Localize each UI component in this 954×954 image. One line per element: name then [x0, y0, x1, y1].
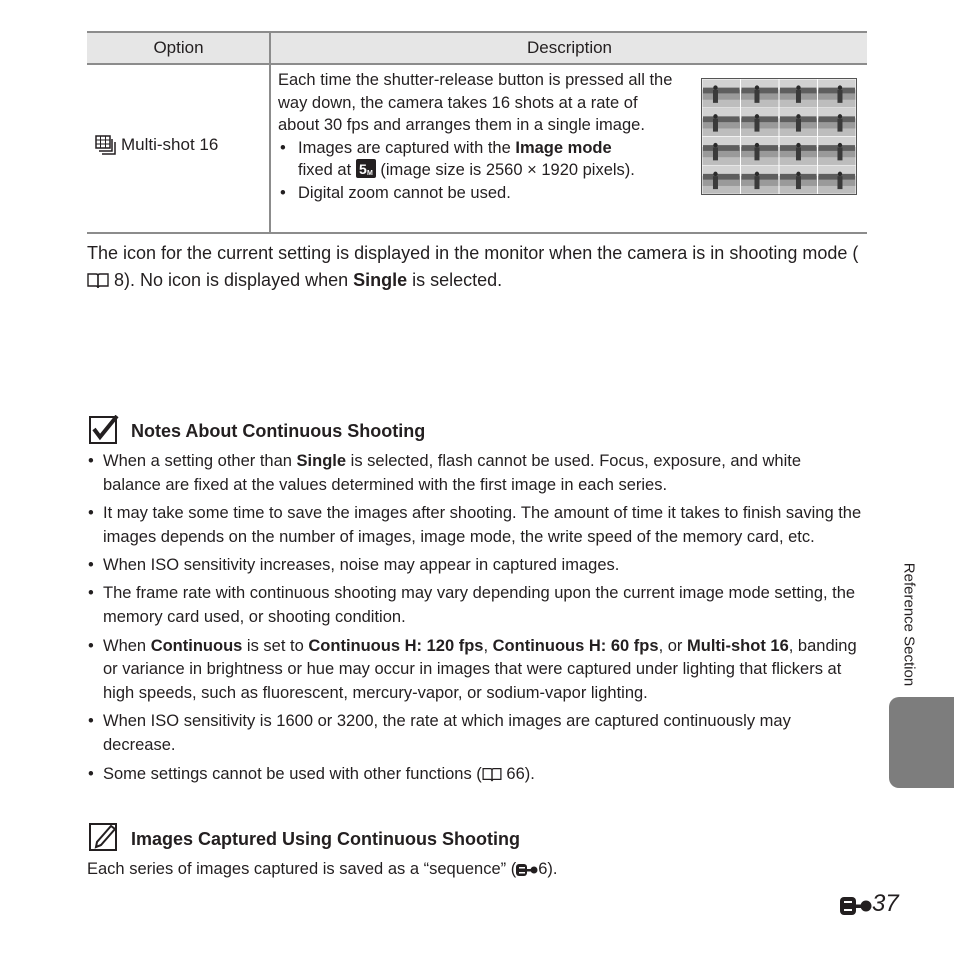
para-text: The icon for the current setting is displayed in the monitor when the camera is in shooting mode ( [87, 243, 859, 263]
sample-frame [818, 80, 856, 108]
header-option: Option [153, 38, 204, 57]
item-bold: Continuous H: 120 fps [308, 636, 484, 655]
bullet-text: Images are captured with the [298, 138, 516, 157]
sample-frame [741, 108, 779, 136]
check-mark-icon [89, 415, 119, 445]
item-text: , or [658, 636, 687, 655]
item-text: , banding or variance in brightness or hue may occur in images that were captured under lighting that flickers at high speeds, such as fluorescent, mercury-vapor, or sodium-vapor lighting. [103, 636, 857, 703]
sample-frame [780, 137, 818, 165]
section-tab [889, 697, 954, 788]
reference-e-icon [516, 863, 538, 877]
para-bold: Single [353, 270, 408, 290]
svg-text:M: M [366, 170, 373, 177]
header-description: Description [526, 38, 613, 57]
item-bold: Continuous [150, 636, 243, 655]
pencil-icon [89, 822, 119, 852]
notes-title: Notes About Continuous Shooting [131, 421, 426, 441]
description-cell [278, 69, 678, 204]
page-number-value: 37 [872, 890, 899, 917]
images-title: Images Captured Using Continuous Shooting [131, 829, 520, 849]
description-intro: Each time the shutter-release button is pressed all the way down, the camera takes 16 shots at a rate of about 30 fps and arranges them in a single image. [278, 71, 673, 134]
notes-list [87, 450, 862, 791]
list-item [87, 450, 862, 498]
sample-frame [741, 137, 779, 165]
sample-frame [703, 108, 741, 136]
notes-heading [87, 415, 587, 449]
table-header [87, 31, 867, 65]
bullet-bold: Image mode [515, 138, 612, 157]
sample-frame [780, 80, 818, 108]
option-cell [95, 135, 265, 155]
sample-frame [818, 108, 856, 136]
book-reference-icon [482, 766, 502, 782]
table-bottom-rule [87, 232, 867, 234]
list-item: • It may take some time to save the images after shooting. The amount of time it takes to finish saving the images depends on the number of images, image mode, the write speed of the memory card, etc. [87, 502, 862, 550]
book-reference-icon [87, 271, 109, 289]
reference-e-icon [840, 896, 872, 916]
sample-frame [703, 137, 741, 165]
images-paragraph [87, 857, 787, 881]
sample-photo-grid [702, 79, 856, 194]
list-item: • The frame rate with continuous shooting may vary depending upon the current image mode setting, the memory card used, or shooting condition. [87, 582, 862, 630]
section-side-label [893, 550, 921, 710]
monitor-paragraph [87, 240, 867, 294]
multi-shot-sample-image [701, 78, 857, 195]
item-text: is set to [242, 636, 309, 655]
sample-frame [818, 137, 856, 165]
side-label-text: Reference Section [900, 562, 918, 687]
item-bold: Continuous H: 60 fps [492, 636, 659, 655]
item-text: When [103, 636, 151, 655]
sample-frame [741, 166, 779, 194]
description-bullet [278, 182, 678, 205]
list-item: • When ISO sensitivity is 1600 or 3200, the rate at which images are captured continuously may decrease. [87, 710, 862, 758]
bullet-text: Digital zoom cannot be used. [298, 183, 511, 202]
list-item [87, 635, 862, 706]
para-text: is selected. [407, 270, 503, 290]
page-number [838, 888, 908, 924]
para-text: Each series of images captured is saved as a “sequence” ( [87, 860, 517, 878]
svg-text:5: 5 [358, 161, 367, 177]
5m-image-size-icon [356, 159, 376, 178]
item-text: When a setting other than [103, 452, 297, 470]
description-bullet [278, 137, 678, 182]
multi-shot-16-icon [95, 135, 117, 155]
sample-frame [818, 166, 856, 194]
item-text: Some settings cannot be used with other functions ( [103, 764, 482, 783]
item-text: is selected, flash cannot be used. Focus, exposure, and white balance are fixed at the values determined with the first image in each series. [103, 452, 801, 494]
bullet-text: (image size is 2560 × 1920 pixels). [375, 161, 635, 179]
bullet-text: fixed at [298, 161, 356, 179]
item-bold: Single [296, 452, 347, 470]
option-label: Multi-shot 16 [121, 135, 219, 154]
para-text: 8). No icon is displayed when [109, 270, 354, 290]
sample-frame [703, 166, 741, 194]
sample-frame [780, 108, 818, 136]
option-table [87, 31, 867, 234]
column-divider [269, 31, 271, 234]
list-item: • When ISO sensitivity increases, noise may appear in captured images. [87, 554, 862, 578]
item-bold: Multi-shot 16 [687, 636, 789, 655]
para-text: 6). [538, 860, 558, 878]
sample-frame [741, 80, 779, 108]
sample-frame [703, 80, 741, 108]
item-text: 66). [501, 764, 535, 783]
sample-frame [780, 166, 818, 194]
images-heading [87, 822, 687, 856]
item-text: , [483, 636, 493, 655]
list-item [87, 763, 862, 787]
